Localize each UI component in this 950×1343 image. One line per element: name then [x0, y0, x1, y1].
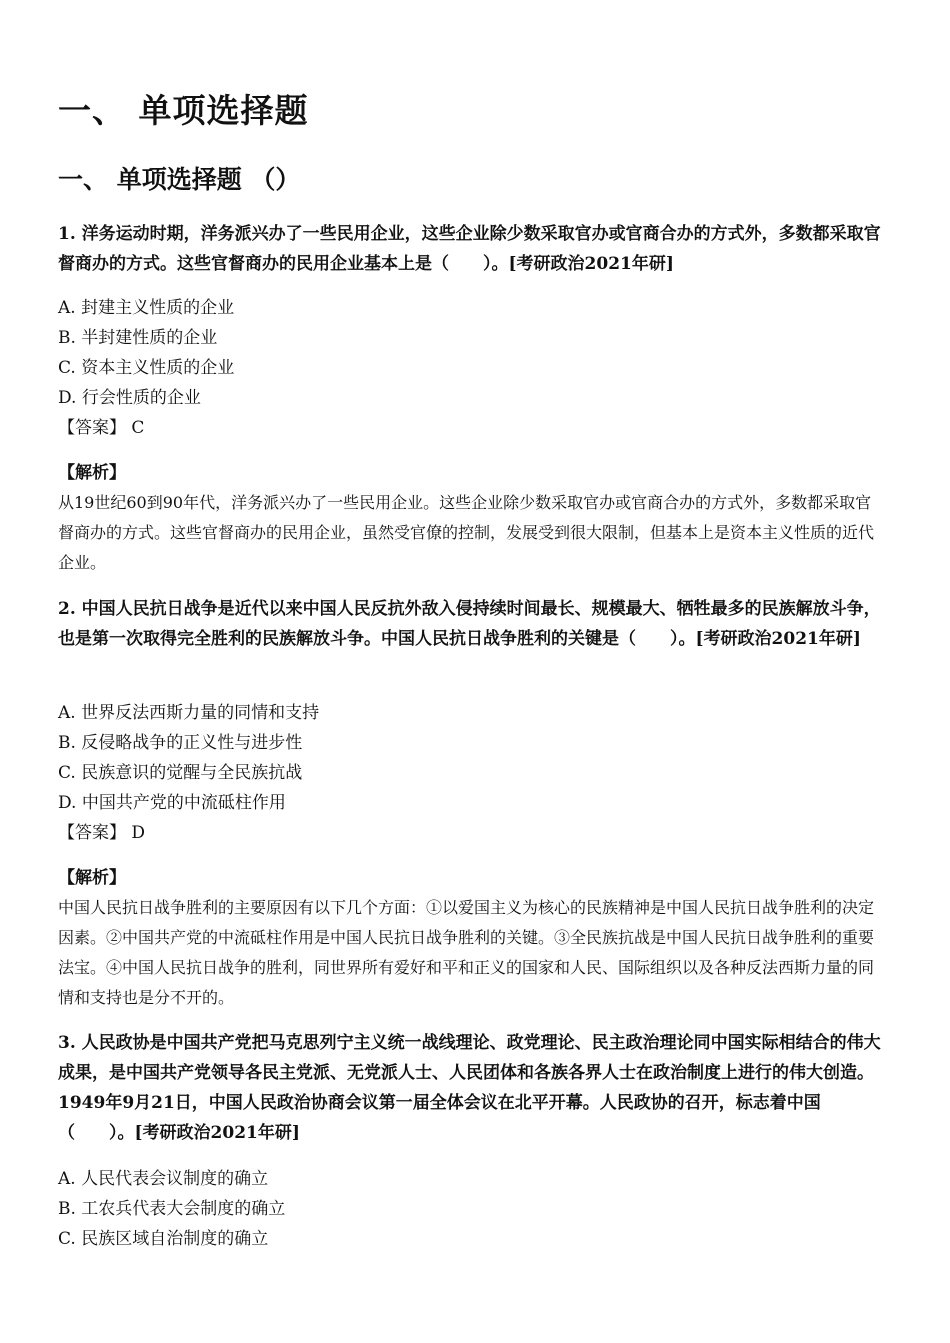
question-2-analysis-title: 【解析】 [58, 868, 126, 888]
option-a: A. 世界反法西斯力量的同情和支持 [58, 703, 320, 723]
option-b: B. 工农兵代表大会制度的确立 [58, 1199, 286, 1219]
question-1-options [58, 293, 892, 413]
option-b: B. 半封建性质的企业 [58, 328, 218, 348]
subsection-heading: 一、 单项选择题 （） [58, 165, 301, 194]
question-1-analysis-title: 【解析】 [58, 463, 126, 483]
question-3-options [58, 1164, 892, 1254]
section-heading: 一、 单项选择题 [58, 91, 309, 130]
option-c: C. 民族意识的觉醒与全民族抗战 [58, 763, 303, 783]
question-1-answer: 【答案】 C [58, 418, 145, 438]
option-d: D. 中国共产党的中流砥柱作用 [58, 793, 286, 813]
question-3-stem: 3. 人民政协是中国共产党把马克思列宁主义统一战线理论、政党理论、民主政治理论同中国实际相结合的伟大成果，是中国共产党领导各民主党派、无党派人士、人民团体和各族各界人士在政治制度上进行的伟大创造。1949年9月21日，中国人民政治协商会议第一届全体会议在北平开幕。人民政协的召开，标志着中国（ ）。[考研政治2021年研] [58, 1033, 881, 1143]
option-c: C. 资本主义性质的企业 [58, 358, 235, 378]
question-2-stem: 2. 中国人民抗日战争是近代以来中国人民反抗外敌入侵持续时间最长、规模最大、牺牲最多的民族解放斗争，也是第一次取得完全胜利的民族解放斗争。中国人民抗日战争胜利的关键是（ ）。[考研政治2021年研] [58, 599, 881, 649]
option-c: C. 民族区域自治制度的确立 [58, 1229, 269, 1249]
question-2-options [58, 698, 892, 818]
question-1-analysis: 从19世纪60到90年代，洋务派兴办了一些民用企业。这些企业除少数采取官办或官商合办的方式外，多数都采取官督商办的方式。这些官督商办的民用企业，虽然受官僚的控制，发展受到很大限制，但基本上是资本主义性质的近代企业。 [58, 493, 875, 572]
question-1-stem: 1. 洋务运动时期，洋务派兴办了一些民用企业，这些企业除少数采取官办或官商合办的方式外，多数都采取官督商办的方式。这些官督商办的民用企业基本上是（ ）。[考研政治2021年研] [58, 224, 881, 274]
question-2-answer: 【答案】 D [58, 823, 146, 843]
option-b: B. 反侵略战争的正义性与进步性 [58, 733, 303, 753]
option-a: A. 人民代表会议制度的确立 [58, 1169, 269, 1189]
option-a: A. 封建主义性质的企业 [58, 298, 235, 318]
question-2-analysis: 中国人民抗日战争胜利的主要原因有以下几个方面：①以爱国主义为核心的民族精神是中国人民抗日战争胜利的决定因素。②中国共产党的中流砥柱作用是中国人民抗日战争胜利的关键。③全民族抗战是中国人民抗日战争胜利的重要法宝。④中国人民抗日战争的胜利，同世界所有爱好和平和正义的国家和人民、国际组织以及各种反法西斯力量的同情和支持也是分不开的。 [58, 898, 875, 1007]
option-d: D. 行会性质的企业 [58, 388, 201, 408]
